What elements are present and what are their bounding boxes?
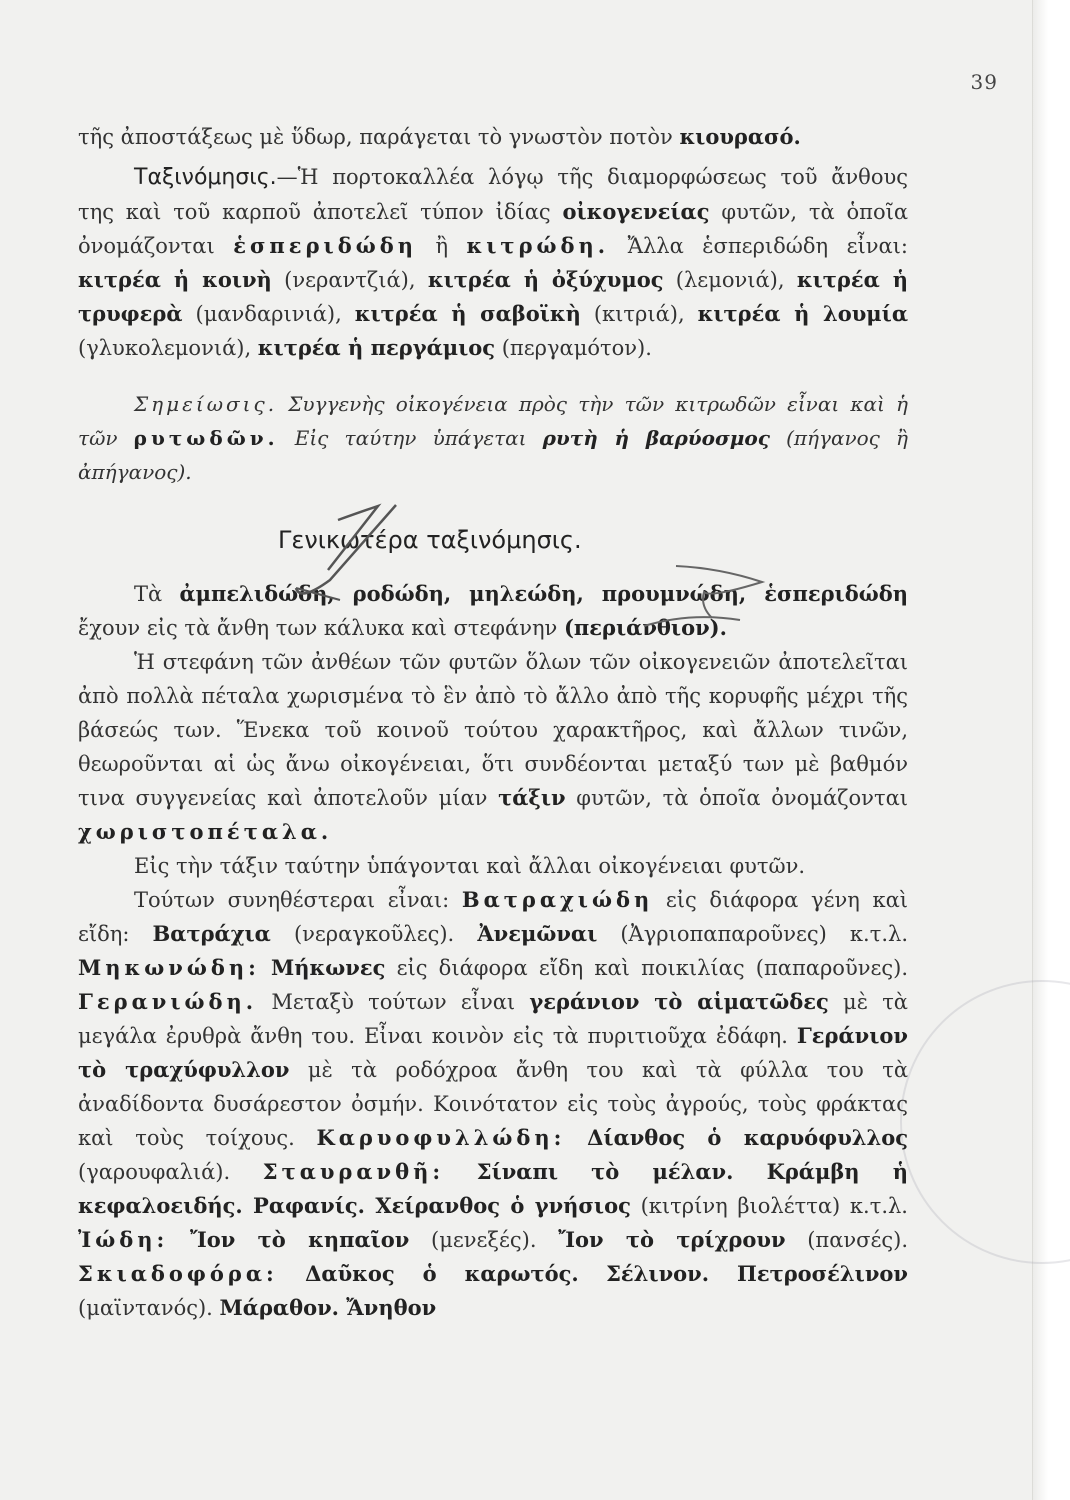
paragraph-corolla: Ἡ στεφάνη τῶν ἀνθέων τῶν φυτῶν ὅλων τῶν οἰκογενειῶν ἀποτελεῖται ἀπὸ πολλὰ πέταλα χωρισμένα τὸ ἓν ἀπὸ τὸ ἄλλο ἀπὸ τῆς κορυφῆς μέχρι τῆς βάσεώς των. Ἕνεκα τοῦ κοινοῦ τούτου χαρακτῆρος, καὶ ἄλλων τινῶν, θεωροῦνται αἱ ὡς ἄνω οἰκογένειαι, ὅτι συνδέονται μεταξύ των μὲ βαθμόν τινα συγγενείας καὶ ἀποτελοῦν μίαν τάξιν φυτῶν, τὰ ὁποῖα ὀνομάζονται χωριστοπέταλα. xyxy=(78,650,908,844)
page-number: 39 xyxy=(970,70,998,94)
paragraph-classification: Ταξινόμησις.—Ἡ πορτοκαλλέα λόγῳ τῆς διαμορφώσεως τοῦ ἄνθους της καὶ τοῦ καρποῦ ἀποτελεῖ τύπον ἰδίας οἰκογενείας φυτῶν, τὰ ὁποῖα ὀνομάζονται ἑσπεριδώδη ἢ κιτρώδη. Ἄλλα ἑσπεριδώδη εἶναι: κιτρέα ἡ κοινὴ (νεραντζιά), κιτρέα ἡ ὀξύχυμος (λεμονιά), κιτρέα ἡ τρυφερὰ (μανδαρινιά), κιτρέα ἡ σαβοϊκὴ (κιτριά), κιτρέα ἡ λουμία (γλυκολεμονιά), κιτρέα ἡ περγάμιος (περγαμότον). xyxy=(78,165,909,360)
paragraph-continuation: τῆς ἀποστάξεως μὲ ὕδωρ, παράγεται τὸ γνωστὸν ποτὸν κιουρασό. xyxy=(78,124,801,149)
page-body xyxy=(78,120,908,1325)
section-label: Ταξινόμησις. xyxy=(134,165,277,190)
section-heading: Γενικωτέρα ταξινόμησις. xyxy=(278,526,582,554)
library-stamp xyxy=(900,980,1070,1264)
note-paragraph: Σημείωσις. Συγγενὴς οἰκογένεια πρὸς τὴν τῶν κιτρωδῶν εἶναι καὶ ἡ τῶν ρυτωδῶν. Εἰς ταύτην ὑπάγεται ρυτὴ ἡ βαρύοσμος (πήγανος ἢ ἀπήγανος). xyxy=(78,392,908,484)
paragraph-order: Εἰς τὴν τάξιν ταύτην ὑπάγονται καὶ ἄλλαι οἰκογένειαι φυτῶν. xyxy=(134,854,806,878)
paragraph-families: Τούτων συνηθέστεραι εἶναι: Βατραχιώδη εἰς διάφορα γένη καὶ εἴδη: Βατράχια (νεραγκοῦλες). Ἀνεμῶναι (Ἀγριοπαπαροῦνες) κ.τ.λ. Μηκωνώδη: Μήκωνες εἰς διάφορα εἴδη καὶ ποικιλίας (παπαροῦνες). Γερανιώδη. Μεταξὺ τούτων εἶναι γεράνιον τὸ αἱματῶδες μὲ τὰ μεγάλα ἐρυθρὰ ἄνθη του. Εἶναι κοινὸν εἰς τὰ πυριτιοῦχα ἐδάφη. Γεράνιον τὸ τραχύφυλλον μὲ τὰ ροδόχροα ἄνθη του καὶ τὰ φύλλα του τὰ ἀναδίδοντα δυσάρεστον ὀσμήν. Κοινότατον εἰς τοὺς ἀγρούς, τοὺς φράκτας καὶ τοὺς τοίχους. Καρυοφυλλώδη: Δίανθος ὁ καρυόφυλλος (γαρουφαλιά). Σταυρανθῆ: Σίναπι τὸ μέλαν. Κράμβη ἡ κεφαλοειδής. Ραφανίς. Χείρανθος ὁ γνήσιος (κιτρίνη βιολέττα) κ.τ.λ. Ἰώδη: Ἴον τὸ κηπαῖον (μενεξές). Ἴον τὸ τρίχρουν (πανσές). Σκιαδοφόρα: Δαῦκος ὁ καρωτός. Σέλινον. Πετροσέλινον (μαϊντανός). Μάραθον. Ἄνηθον xyxy=(78,887,909,1320)
paragraph-perianth: Τὰ ἀμπελιδώδη, ροδώδη, μηλεώδη, προυμνώδη, ἑσπεριδώδη ἔχουν εἰς τὰ ἄνθη των κάλυκα καὶ στεφάνην (περιάνθιον). xyxy=(78,581,908,640)
page-edge xyxy=(1032,0,1070,1500)
